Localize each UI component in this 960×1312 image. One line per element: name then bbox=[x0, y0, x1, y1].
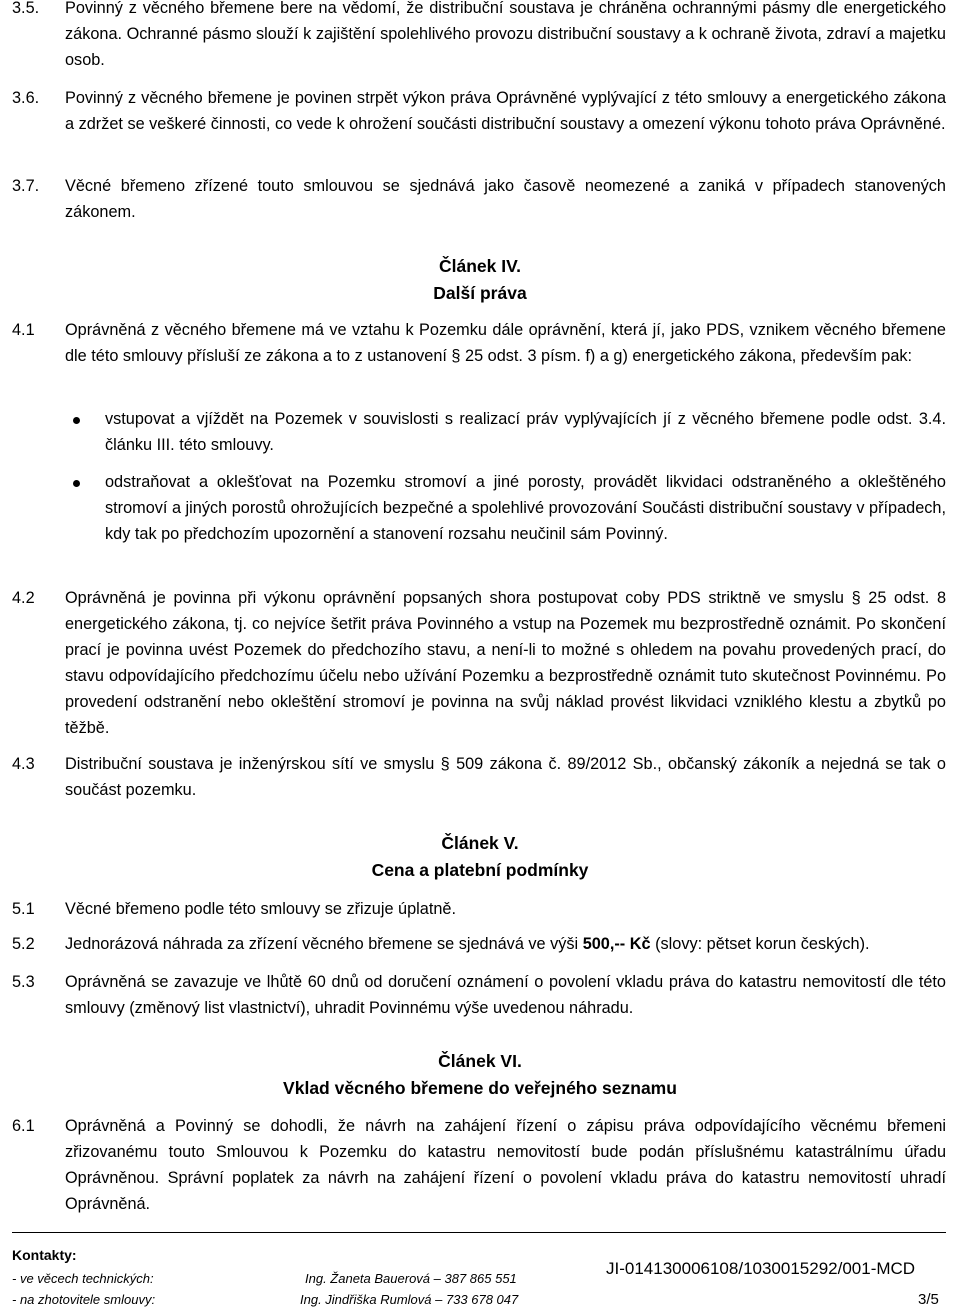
paragraph-number: 5.2 bbox=[12, 935, 35, 953]
article-6-title: Článek VI. bbox=[438, 1051, 522, 1071]
footer-document-id: JI-014130006108/1030015292/001-MCD bbox=[606, 1259, 916, 1278]
footer-tech-label: - ve věcech technických: bbox=[12, 1271, 154, 1286]
paragraph-number: 4.1 bbox=[12, 321, 35, 339]
text-after: (slovy: pětset korun českých). bbox=[650, 935, 870, 953]
paragraph-text: Věcné břemeno podle této smlouvy se zřizuje úplatně. bbox=[65, 900, 456, 918]
paragraph-number: 5.3 bbox=[12, 973, 35, 991]
paragraph-number: 3.7. bbox=[12, 177, 40, 195]
paragraph-number: 4.2 bbox=[12, 589, 35, 607]
paragraph-4-1 bbox=[12, 317, 946, 369]
article-4-title: Článek IV. bbox=[438, 256, 522, 276]
paragraph-4-2 bbox=[12, 585, 946, 741]
article-5-title: Článek V. bbox=[441, 833, 519, 853]
list-item-text: odstraňovat a oklešťovat na Pozemku stromoví a jiné porosty, provádět likvidaci odstraněného a okleštěného stromoví a jiných porostů ohrožujících bezpečné a spolehlivé provozování Součásti distribuční soustavy v případech, kdy tak po předchozím upozornění a stanovení rozsahu neučinil sám Povinný. bbox=[105, 473, 946, 543]
paragraph-text: Oprávněná a Povinný se dohodli, že návrh na zahájení řízení o zápisu práva odpovídajícího věcnému břemeni zřizovanému touto Smlouvou k Pozemku do katastru nemovitostí bude podán příslušnému katastrálnímu úřadu Oprávněnou. Správní poplatek za návrh na zahájení řízení o povolení vkladu práva do katastru nemovitostí uhradí Oprávněná. bbox=[65, 1117, 946, 1213]
footer-contractor-person: Ing. Jindřiška Rumlová – 733 678 047 bbox=[300, 1292, 519, 1307]
paragraph-text: Oprávněná se zavazuje ve lhůtě 60 dnů od doručení oznámení o povolení vkladu práva do katastru nemovitostí dle této smlouvy (změnový list vlastnictví), uhradit Povinnému výše uvedenou náhradu. bbox=[65, 973, 946, 1017]
paragraph-text: Distribuční soustava je inženýrskou sítí ve smyslu § 509 zákona č. 89/2012 Sb., občanský zákoník a nejedná se tak o součást pozemku. bbox=[65, 755, 946, 799]
paragraph-text: Oprávněná z věcného břemene má ve vztahu k Pozemku dále oprávnění, která jí, jako PDS, vznikem věcného břemene dle této smlouvy přísluší ze zákona a to z ustanovení § 25 odst. 3 písm. f) a g) energetického zákona, především pak: bbox=[65, 321, 946, 365]
list-item-text: vstupovat a vjíždět na Pozemek v souvislosti s realizací práv vyplývajících jí z věcného břemene podle odst. 3.4. článku III. této smlouvy. bbox=[105, 410, 946, 454]
paragraph-3-7 bbox=[12, 173, 946, 225]
paragraph-number: 3.6. bbox=[12, 89, 40, 107]
list-item bbox=[12, 406, 946, 458]
text-before: Jednorázová náhrada za zřízení věcného břemene se sjednává ve výši bbox=[65, 935, 583, 953]
paragraph-5-3 bbox=[12, 969, 946, 1021]
paragraph-5-2 bbox=[12, 931, 946, 957]
paragraph-3-6 bbox=[12, 85, 946, 137]
bullet-icon bbox=[73, 417, 80, 424]
paragraph-text: Povinný z věcného břemene je povinen strpět výkon práva Oprávněné vyplývající z této smlouvy a energetického zákona a zdržet se veškeré činnosti, co vede k ohrožení součásti distribuční soustavy a omezení výkonu tohoto práva Oprávněné. bbox=[65, 89, 946, 133]
paragraph-text: Oprávněná je povinna při výkonu oprávnění popsaných shora postupovat coby PDS striktně ve smyslu § 25 odst. 8 energetického zákona, tj. co nejvíce šetřit práva Povinného a vstup na Pozemek mu bezprostředně oznámit. Po skončení prací je povinna uvést Pozemek do předchozího stavu, a není-li to možné s ohledem na povahu provedených prací, do stavu odpovídajícího předchozímu účelu nebo užívání Pozemku a bezprostředně oznámit tuto skutečnost Povinnému. Po provedení odstranění nebo okleštění stromoví je povinna na svůj náklad provést likvidaci vzniklého klestu a zbytků po těžbě. bbox=[65, 589, 946, 737]
article-4-subtitle: Další práva bbox=[433, 283, 527, 303]
article-6-subtitle: Vklad věcného břemene do veřejného seznamu bbox=[283, 1078, 677, 1098]
paragraph-text: Povinný z věcného břemene bere na vědomí, že distribuční soustava je chráněna ochrannými pásmy dle energetického zákona. Ochranné pásmo slouží k zajištění spolehlivého provozu distribuční soustavy a k ochraně života, zdraví a majetku osob. bbox=[65, 0, 946, 69]
paragraph-number: 6.1 bbox=[12, 1117, 35, 1135]
paragraph-text: Věcné břemeno zřízené touto smlouvou se sjednává jako časově neomezené a zaniká v případech stanovených zákonem. bbox=[65, 177, 946, 221]
page-number: 3/5 bbox=[918, 1291, 939, 1308]
paragraph-text bbox=[65, 931, 946, 957]
paragraph-4-3 bbox=[12, 751, 946, 803]
footer-contractor-label: - na zhotovitele smlouvy: bbox=[12, 1292, 156, 1307]
compensation-amount: 500,-- Kč bbox=[582, 935, 651, 953]
list-item bbox=[12, 469, 946, 547]
footer-tech-person: Ing. Žaneta Bauerová – 387 865 551 bbox=[305, 1271, 517, 1286]
paragraph-number: 5.1 bbox=[12, 900, 35, 918]
paragraph-6-1 bbox=[12, 1113, 946, 1217]
paragraph-3-5 bbox=[12, 0, 946, 73]
footer-divider bbox=[12, 1232, 946, 1233]
paragraph-number: 3.5. bbox=[12, 0, 40, 17]
paragraph-number: 4.3 bbox=[12, 755, 35, 773]
footer-contacts-label: Kontakty: bbox=[12, 1247, 77, 1263]
article-5-subtitle: Cena a platební podmínky bbox=[371, 860, 589, 880]
paragraph-5-1 bbox=[12, 896, 946, 922]
bullet-icon bbox=[73, 480, 80, 487]
